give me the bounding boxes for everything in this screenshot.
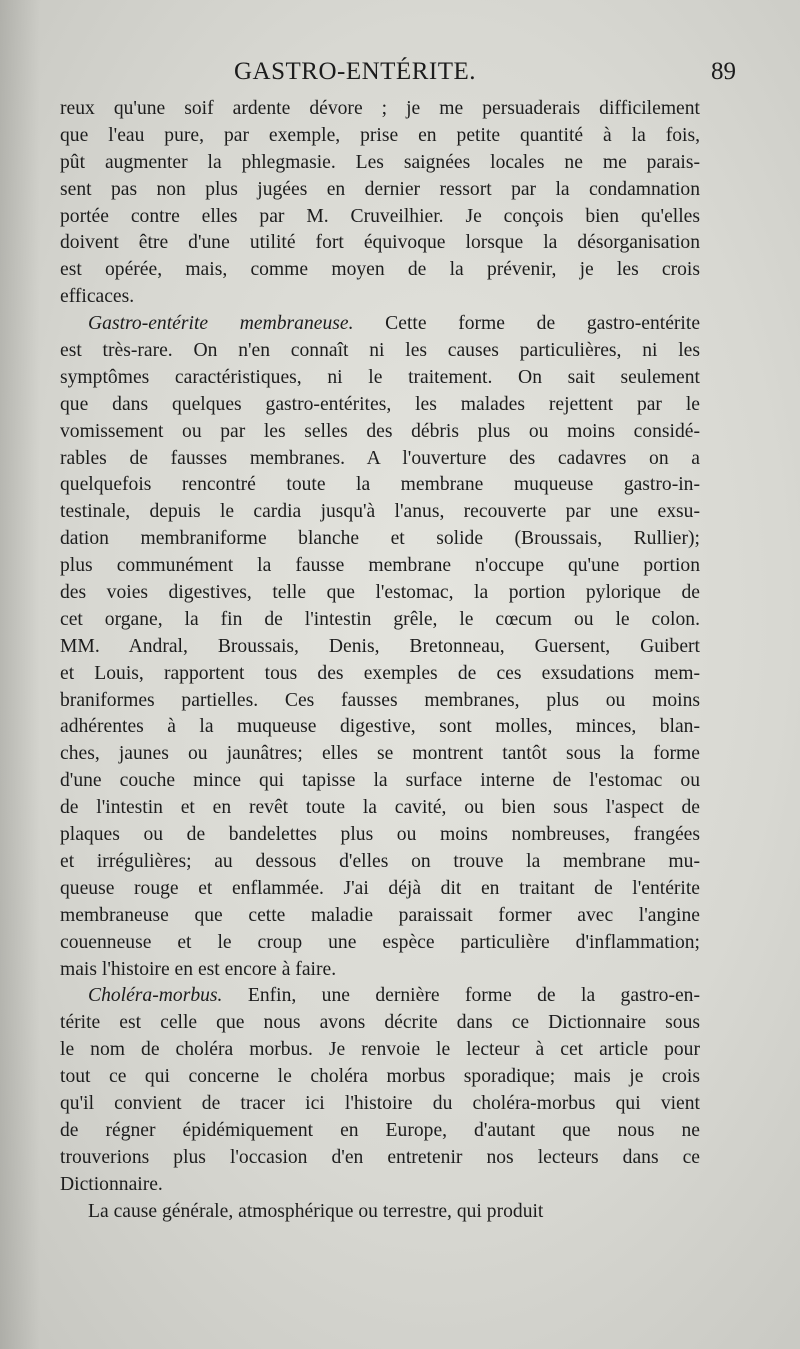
text-line: rables de fausses membranes. A l'ouverture des cadavres on a [60, 447, 700, 469]
text-line: térite est celle que nous avons décrite dans ce Dictionnaire sous [60, 1012, 700, 1034]
text-line: symptômes caractéristiques, ni le traitement. On sait seulement [60, 366, 700, 388]
text-line: tout ce qui concerne le choléra morbus sporadique; mais je crois [60, 1066, 700, 1088]
running-title: GASTRO-ENTÉRITE. [234, 58, 476, 85]
text-line: d'une couche mince qui tapisse la surface interne de l'estomac ou [60, 770, 700, 792]
text-line: adhérentes à la muqueuse digestive, sont molles, minces, blan- [60, 716, 700, 738]
text-line: et Louis, rapportent tous des exemples de ces exsudations mem- [60, 662, 700, 684]
text-line: MM. Andral, Broussais, Denis, Bretonneau, Guersent, Guibert [60, 635, 700, 657]
text-line: sent pas non plus jugées en dernier ressort par la condamnation [60, 178, 700, 200]
body-text [60, 96, 700, 1225]
text-line: est très-rare. On n'en connaît ni les causes particulières, ni les [60, 340, 700, 362]
text-line: mais l'histoire en est encore à faire. [60, 958, 337, 980]
text-line: de l'intestin et en revêt toute la cavité, ou bien sous l'aspect de [60, 797, 700, 819]
text-line: La cause générale, atmosphérique ou terrestre, qui produit [88, 1200, 544, 1222]
text-line: quelquefois rencontré toute la membrane muqueuse gastro-in- [60, 474, 700, 496]
text-line: queuse rouge et enflammée. J'ai déjà dit en traitant de l'entérite [60, 877, 700, 899]
text-line: le nom de choléra morbus. Je renvoie le lecteur à cet article pour [60, 1039, 700, 1061]
text-line: pût augmenter la phlegmasie. Les saignées locales ne me parais- [60, 151, 700, 173]
section-heading-line: Choléra-morbus. Enfin, une dernière forme de la gastro-en- [88, 985, 700, 1007]
text-line: efficaces. [60, 286, 135, 308]
text-line: ches, jaunes ou jaunâtres; elles se montrent tantôt sous la forme [60, 743, 700, 765]
text-line: et irrégulières; au dessous d'elles on trouve la membrane mu- [60, 850, 700, 872]
text-line: que l'eau pure, par exemple, prise en petite quantité à la fois, [60, 124, 700, 146]
text-line: cet organe, la fin de l'intestin grêle, le cœcum ou le colon. [60, 608, 700, 630]
text-line: trouverions plus l'occasion d'en entretenir nos lecteurs dans ce [60, 1146, 700, 1168]
text-line: qu'il convient de tracer ici l'histoire du choléra-morbus qui vient [60, 1092, 700, 1114]
text-line: testinale, depuis le cardia jusqu'à l'anus, recouverte par une exsu- [60, 501, 700, 523]
text-line: doivent être d'une utilité fort équivoque lorsque la désorganisation [60, 232, 700, 254]
section-heading: Gastro-entérite membraneuse. [88, 313, 354, 335]
text-line: vomissement ou par les selles des débris plus ou moins considé- [60, 420, 700, 442]
text-line: dation membraniforme blanche et solide (Broussais, Rullier); [60, 528, 700, 550]
section-heading-line: Gastro-entérite membraneuse. Cette forme de gastro-entérite [88, 313, 701, 335]
text-line: des voies digestives, telle que l'estomac, la portion pylorique de [60, 582, 700, 604]
text-line: que dans quelques gastro-entérites, les malades rejettent par le [60, 393, 700, 415]
text-line: plus communément la fausse membrane n'occupe qu'une portion [60, 555, 700, 577]
text-line: de régner épidémiquement en Europe, d'autant que nous ne [60, 1119, 700, 1141]
section-heading: Choléra-morbus. [88, 985, 223, 1007]
text-line: plaques ou de bandelettes plus ou moins nombreuses, frangées [60, 824, 700, 846]
page-header [60, 58, 736, 98]
text-line: est opérée, mais, comme moyen de la prévenir, je les crois [60, 259, 700, 281]
page-number: 89 [711, 58, 736, 85]
text-line: Dictionnaire. [60, 1173, 163, 1195]
text-line: braniformes partielles. Ces fausses membranes, plus ou moins [60, 689, 700, 711]
text-line: portée contre elles par M. Cruveilhier. Je conçois bien qu'elles [60, 205, 700, 227]
text-line: reux qu'une soif ardente dévore ; je me persuaderais difficilement [60, 98, 700, 119]
text-line: membraneuse que cette maladie paraissait former avec l'angine [60, 904, 700, 926]
text-line: couenneuse et le croup une espèce particulière d'inflammation; [60, 931, 700, 953]
